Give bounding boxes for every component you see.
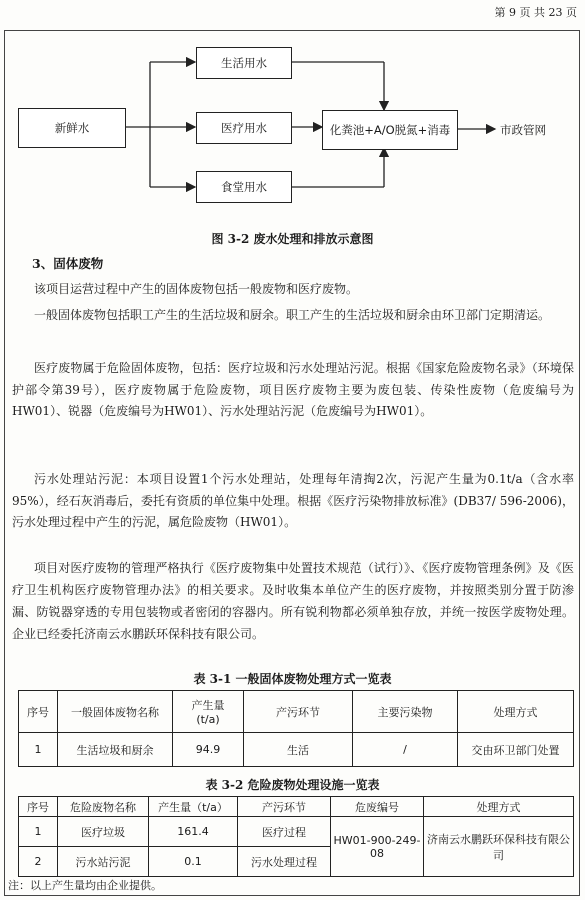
section-title: 3、固体废物 xyxy=(32,256,104,271)
table-header: 危险废物名称 xyxy=(58,797,149,817)
table-cell: 医疗垃圾 xyxy=(58,817,149,847)
table-header: 序号 xyxy=(19,691,58,733)
table-cell: 生活垃圾和厨余 xyxy=(58,733,173,767)
table-cell: 1 xyxy=(19,817,58,847)
domestic-water-box: 生活用水 xyxy=(196,47,292,79)
table-row xyxy=(19,733,574,767)
canteen-water-box: 食堂用水 xyxy=(196,171,292,203)
figure-caption: 图 3-2 废水处理和排放示意图 xyxy=(211,232,374,246)
table-header: 产生量 (t/a) xyxy=(173,691,244,733)
treatment-box: 化粪池+A/O脱氮+消毒 xyxy=(322,110,458,150)
table-header: 一般固体废物名称 xyxy=(58,691,173,733)
table-header: 产污环节 xyxy=(238,797,331,817)
municipal-network-label: 市政管网 xyxy=(500,123,546,137)
table-header: 产污环节 xyxy=(244,691,353,733)
medical-water-box: 医疗用水 xyxy=(196,112,292,144)
table-header: 处理方式 xyxy=(458,691,574,733)
table-header: 序号 xyxy=(19,797,58,817)
general-waste-table xyxy=(18,690,574,767)
table-header: 处理方式 xyxy=(424,797,574,817)
paragraph-5: 项目对医疗废物的管理严格执行《医疗废物集中处置技术规范（试行）》、《医疗废物管理条例》及《医疗卫生机构医疗废物管理办法》的相关要求。及时收集本单位产生的医疗废物，并按照类别分置于防渗漏、防锐器穿透的专用包装物或者密闭的容器内。所有锐利物都必须单独存放，并统一按医学废物处理。企业已经委托济南云水鹏跃环保科技有限公司。 xyxy=(12,561,574,641)
disposal-method-cell: 济南云水鹏跃环保科技有限公司 xyxy=(424,817,574,877)
table-header: 主要污染物 xyxy=(353,691,458,733)
hazardous-waste-table xyxy=(18,796,574,877)
table-cell: 污水站污泥 xyxy=(58,847,149,877)
table-cell: 污水处理过程 xyxy=(238,847,331,877)
table-cell: / xyxy=(353,733,458,767)
table-cell: 交由环卫部门处置 xyxy=(458,733,574,767)
fresh-water-box: 新鲜水 xyxy=(18,108,126,148)
table-row xyxy=(19,817,574,847)
table-cell: 医疗过程 xyxy=(238,817,331,847)
paragraph-2: 一般固体废物包括职工产生的生活垃圾和厨余。职工产生的生活垃圾和厨余由环卫部门定期清运。 xyxy=(34,308,551,322)
table-cell: 94.9 xyxy=(173,733,244,767)
table-header: 产生量（t/a） xyxy=(149,797,238,817)
table2-caption: 表 3-2 危险废物处理设施一览表 xyxy=(205,778,380,792)
waste-code-cell: HW01-900-249-08 xyxy=(331,817,424,877)
table-cell: 生活 xyxy=(244,733,353,767)
table-note: 注：以上产生量均由企业提供。 xyxy=(8,879,162,892)
paragraph-4: 污水处理站污泥：本项目设置1个污水处理站，处理每年清掏2次，污泥产生量为0.1t/a（含水率95%），经石灰消毒后，委托有资质的单位集中处理。根据《医疗污染物排放标准》(DB37/ 596-2006)，污水处理过程中产生的污泥，属危险废物（HW01）。 xyxy=(12,472,574,529)
table-cell: 2 xyxy=(19,847,58,877)
table-cell: 161.4 xyxy=(149,817,238,847)
table-cell: 1 xyxy=(19,733,58,767)
paragraph-1: 该项目运营过程中产生的固体废物包括一般废物和医疗废物。 xyxy=(34,282,359,296)
paragraph-3: 医疗废物属于危险固体废物，包括：医疗垃圾和污水处理站污泥。根据《国家危险废物名录》（环境保护部令第39号），医疗废物属于危险废物，项目医疗废物主要为废包装、传染性废物（危废编号为HW01）、锐器（危废编号为HW01）、污水处理站污泥（危废编号为HW01）。 xyxy=(12,361,574,418)
table-header: 危废编号 xyxy=(331,797,424,817)
table-cell: 0.1 xyxy=(149,847,238,877)
table1-caption: 表 3-1 一般固体废物处理方式一览表 xyxy=(193,672,392,686)
page-number: 第 9 页 共 23 页 xyxy=(494,6,577,19)
